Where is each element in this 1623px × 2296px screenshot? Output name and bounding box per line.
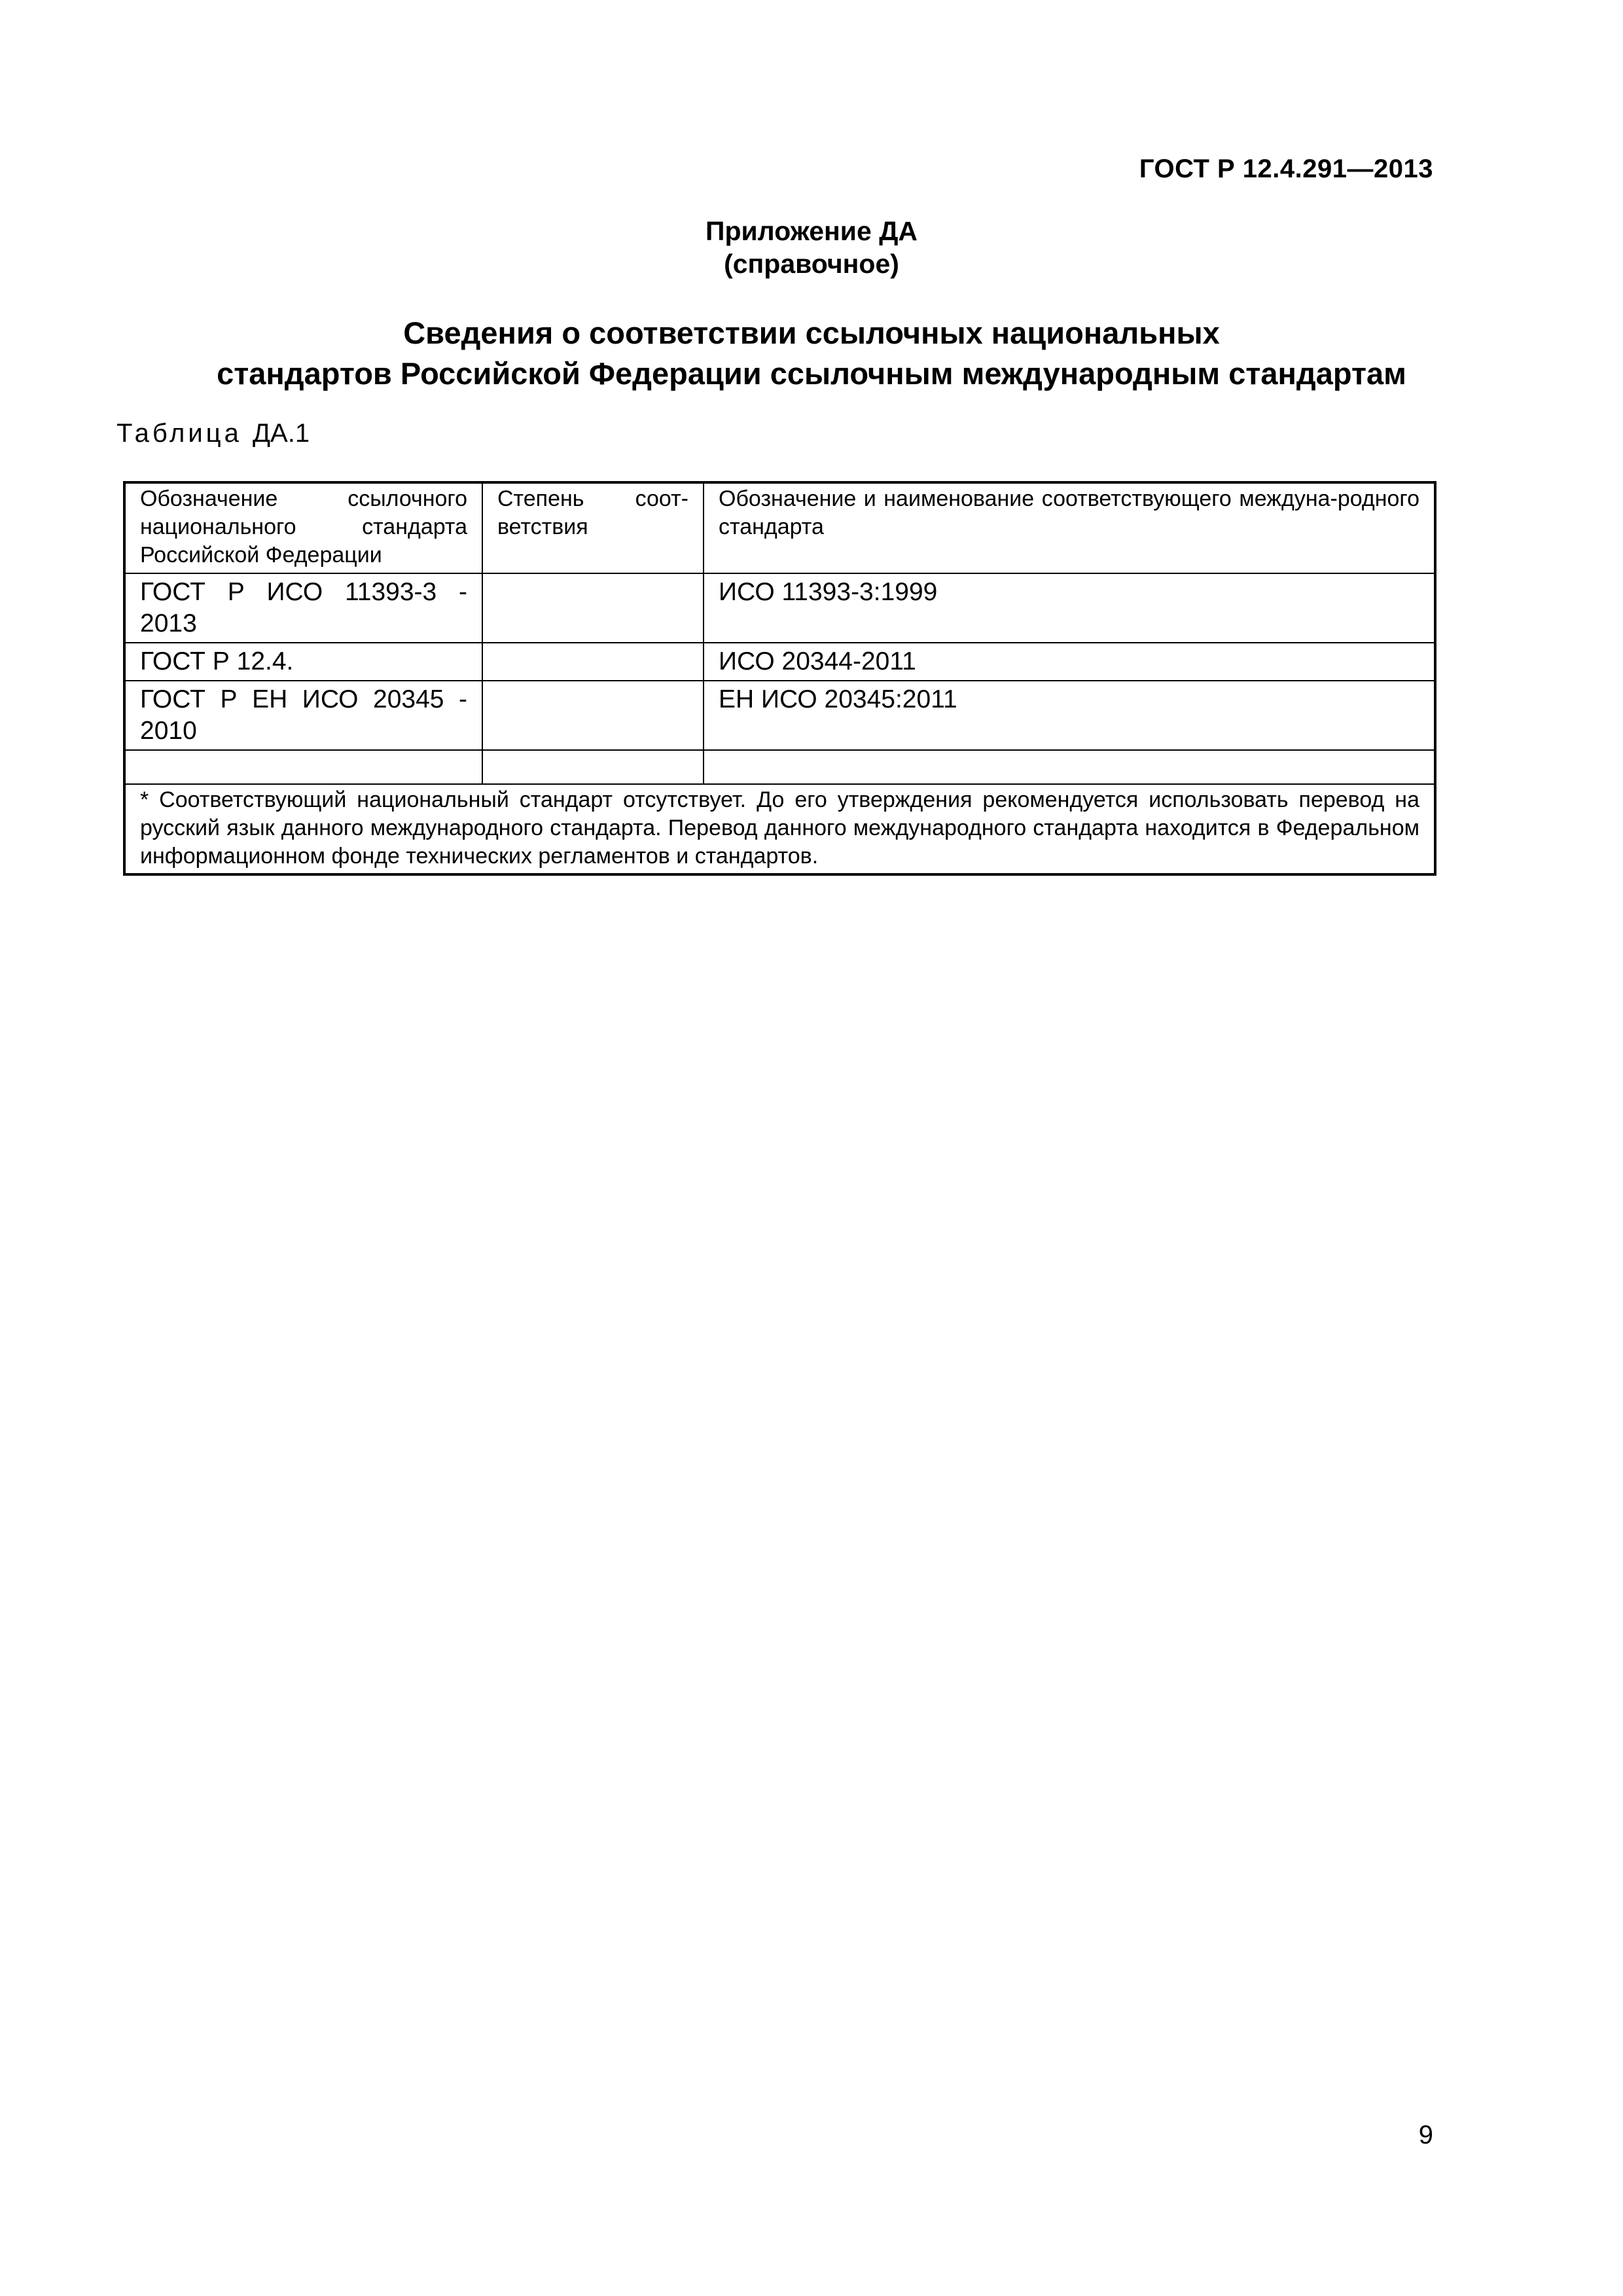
document-code: ГОСТ Р 12.4.291—2013: [1139, 154, 1433, 183]
table-label-word: Таблица: [116, 419, 242, 448]
national-standard-cell: [124, 750, 482, 784]
international-standard-cell: ИСО 11393-3:1999: [704, 573, 1435, 643]
section-title-line-2: стандартов Российской Федерации ссылочным международным стандартам: [217, 356, 1406, 391]
appendix-subtitle: (справочное): [724, 249, 899, 279]
national-standard-cell: ГОСТ Р 12.4.: [124, 643, 482, 681]
table-footnote-row: [124, 784, 1435, 874]
header-cell-compliance-degree: Степень соот-ветствия: [482, 482, 704, 573]
section-title: [98, 313, 1525, 394]
compliance-degree-cell: [482, 643, 704, 681]
table-footnote: * Соответствующий национальный стандарт отсутствует. До его утверждения рекомендуется использовать перевод на русский язык данного международного стандарта. Перевод данного международного стандарта находится в Федеральном информационном фонде технических регламентов и стандартов.: [124, 784, 1435, 874]
appendix-title: Приложение ДА: [705, 216, 918, 246]
compliance-degree-cell: [482, 573, 704, 643]
page-number: 9: [1418, 2121, 1433, 2149]
header-cell-national-standard: Обозначение ссылочного национального стандарта Российской Федерации: [124, 482, 482, 573]
compliance-degree-cell: [482, 750, 704, 784]
appendix-heading: [0, 215, 1623, 280]
table-label: [116, 419, 310, 448]
table-row: [124, 643, 1435, 681]
international-standard-cell: ЕН ИСО 20345:2011: [704, 681, 1435, 750]
table-row: [124, 681, 1435, 750]
table-label-number: ДА.1: [252, 419, 310, 448]
header-cell-international-standard: Обозначение и наименование соответствующего междуна-родного стандарта: [704, 482, 1435, 573]
table-row: [124, 573, 1435, 643]
table-header-row: [124, 482, 1435, 573]
international-standard-cell: [704, 750, 1435, 784]
international-standard-cell: ИСО 20344-2011: [704, 643, 1435, 681]
national-standard-cell: ГОСТ Р ИСО 11393-3 - 2013: [124, 573, 482, 643]
section-title-line-1: Сведения о соответствии ссылочных национальных: [403, 315, 1220, 350]
national-standard-cell: ГОСТ Р ЕН ИСО 20345 - 2010: [124, 681, 482, 750]
compliance-degree-cell: [482, 681, 704, 750]
correspondence-table: [123, 481, 1436, 876]
table-row-empty: [124, 750, 1435, 784]
